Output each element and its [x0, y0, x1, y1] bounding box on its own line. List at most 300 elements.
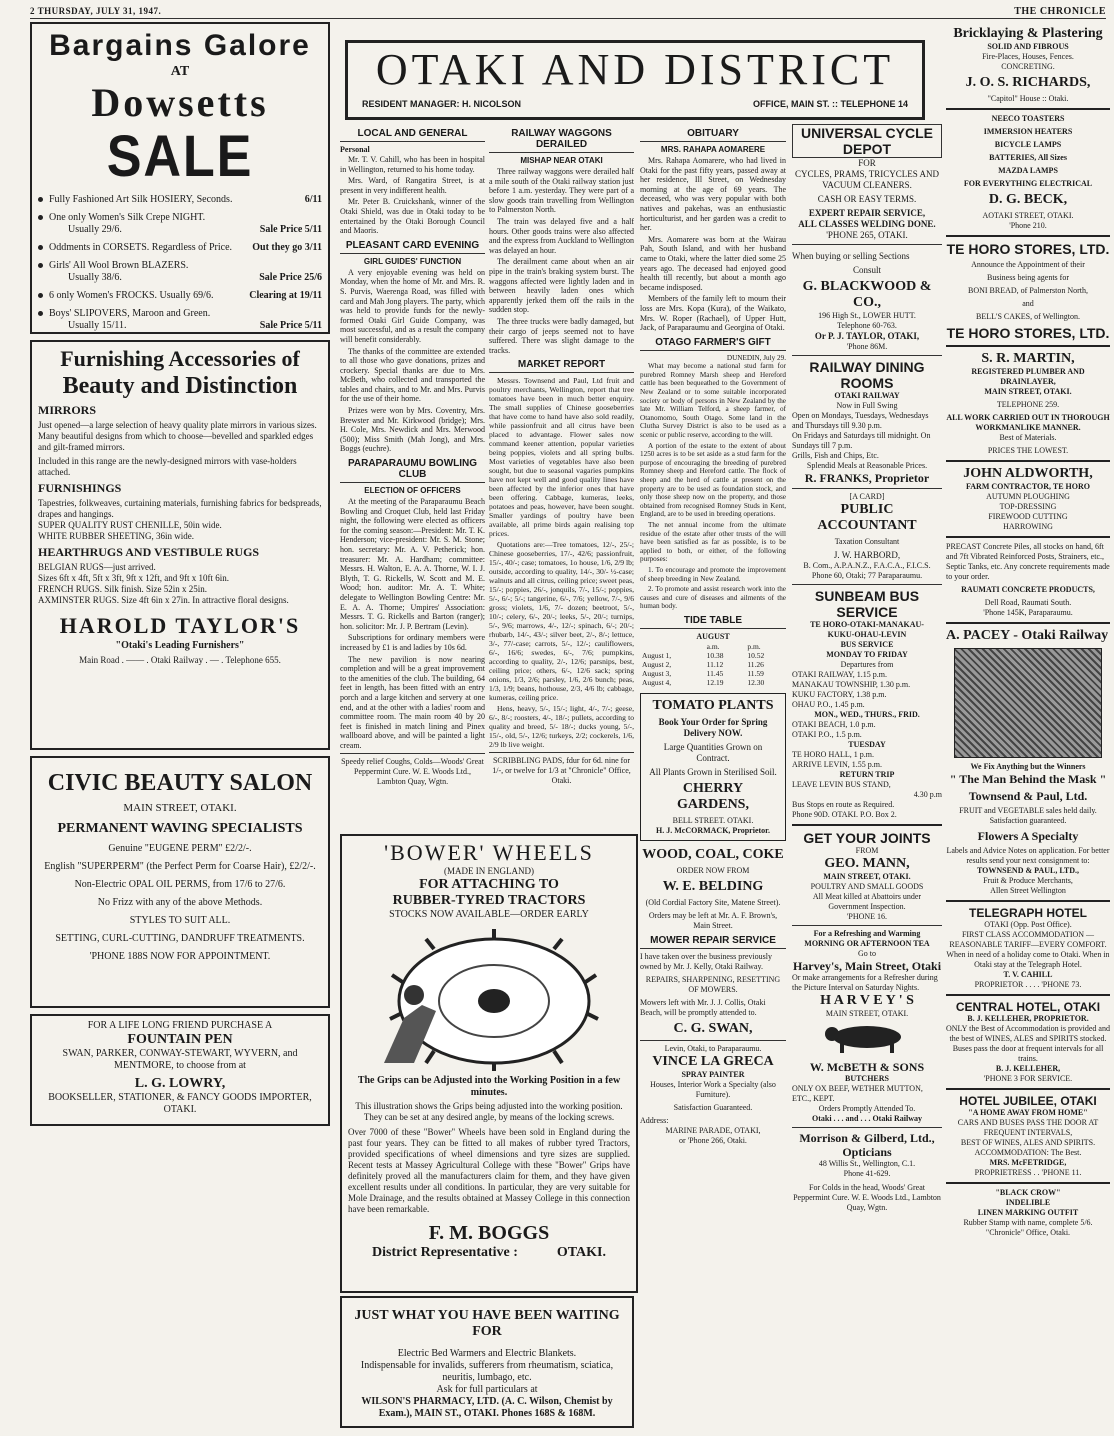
farmer-p3: The net annual income from the ultimate residue of the estate after other trusts of the will have been satisfied as far as possible, is to be applied to both, or either, of the following purposes:: [640, 520, 786, 564]
rugs-text-4: AXMINSTER RUGS. Size 4ft 6in x 27in. In attractive floral designs.: [38, 595, 289, 605]
beck-item: NEECO TOASTERS: [991, 114, 1065, 123]
tide-table-heading: TIDE TABLE: [640, 615, 786, 629]
card-evening-heading: PLEASANT CARD EVENING: [340, 240, 485, 254]
tide-row: [640, 678, 786, 687]
civic-address: MAIN STREET, OTAKI.: [123, 802, 237, 814]
resident-manager: RESIDENT MANAGER: H. NICOLSON: [362, 99, 522, 109]
leave-time: 4.30 p.m: [913, 790, 942, 799]
richards-address: "Capitol" House :: Otaki.: [987, 94, 1069, 103]
tide-cell: 10.52: [747, 650, 765, 660]
jubilee-line-6: PROPRIETRESS . . 'PHONE 11.: [974, 1168, 1082, 1177]
folio-right: THE CHRONICLE: [1014, 6, 1106, 17]
stamp-line-5: "Chronicle" Office, Otaki.: [985, 1228, 1071, 1237]
harvey-name: Harvey's, Main Street, Otaki: [792, 959, 942, 973]
mann-from: FROM: [855, 846, 879, 855]
sale-item-price: Out they go 3/11: [252, 242, 322, 253]
railway-story: [489, 167, 634, 355]
jubilee-line-1: "A HOME AWAY FROM HOME": [968, 1108, 1088, 1117]
card-evening-subheading: GIRL GUIDES' FUNCTION: [363, 256, 462, 266]
telegraph-line-2: FIRST CLASS ACCOMMODATION —REASONABLE TARIFF—EVERY COMFORT.: [949, 930, 1107, 949]
dining-rooms-heading: RAILWAY DINING ROOMS: [809, 359, 925, 391]
greca-line-1: Houses, Interior Work a Specialty (also Furniture).: [650, 1079, 776, 1099]
sale-item: [38, 260, 322, 284]
aldworth-line-5: HARROWING: [1003, 522, 1053, 531]
bullet-icon: [38, 263, 43, 268]
district-rep-line: [342, 1245, 636, 1261]
sunbeam-departures: Departures from: [840, 660, 894, 669]
stocks-available: STOCKS NOW AVAILABLE—ORDER EARLY: [389, 909, 589, 920]
boggs-town: OTAKI.: [556, 1245, 606, 1260]
card-evening-p3: Prizes were won by Mrs. Coventry, Mrs. Brewster and Mr. Kirkwood (bridge); Mrs. H. Cole, Mrs. Newdick and Mrs. Merwood (500); Miss Smith (Mah Jong), and Mrs. Boggs (euchre).: [340, 406, 485, 454]
sale-heading: SALE: [106, 124, 254, 189]
blackwood-name: G. BLACKWOOD & CO.,: [802, 279, 932, 310]
dowsetts-name: Dowsetts: [91, 80, 269, 125]
morrison-heading: Morrison & Gilberd, Ltd.,: [799, 1131, 935, 1145]
sunbeam-heading: SUNBEAM BUS SERVICE: [814, 588, 920, 620]
market-story: [489, 376, 634, 749]
rugs-text-3: FRENCH RUGS. Silk finish. Size 52in x 25in.: [38, 584, 208, 594]
bus-time: MANAKAU TOWNSHIP, 1.30 p.m.: [792, 680, 911, 689]
townsend-top: We Fix Anything but the Winners: [970, 762, 1086, 771]
bus-time: OTAKI P.O., 1.5 p.m.: [792, 730, 862, 739]
sale-item-price: Sale Price 5/11: [259, 224, 322, 235]
lowry-ad: [30, 1014, 330, 1126]
bus-time: ARRIVE LEVIN, 1.55 p.m.: [792, 760, 882, 769]
morrison-phone: Phone 41-629.: [843, 1169, 891, 1178]
mcbeth-line-2: Orders Promptly Attended To.: [818, 1104, 916, 1113]
bus-time: OTAKI RAILWAY, 1.15 p.m.: [792, 670, 887, 679]
sale-item-text: Boys' SLIPOVERS, Maroon and Green.: [38, 308, 210, 320]
tehoro-line-2: Business being agents for: [987, 273, 1069, 282]
sale-item-usually: Usually 15/11.: [68, 320, 127, 331]
bowling-story: [340, 497, 485, 750]
beck-item: IMMERSION HEATERS: [983, 127, 1073, 136]
belding-site: (Old Cordial Factory Site, Matene Street).: [645, 897, 781, 907]
aldworth-line-2: AUTUMN PLOUGHING: [986, 492, 1070, 501]
sale-item-text: Girls' All Wool Brown BLAZERS.: [38, 260, 188, 272]
man-behind-mask: " The Man Behind the Mask ": [949, 772, 1107, 786]
furnishings-text-2: SUPER QUALITY RUST CHENILLE, 50in wide.: [38, 520, 222, 530]
sunbeam-days-2: MON., WED., THURS., FRID.: [814, 710, 920, 719]
dining-hours-2: On Fridays and Saturdays till midnight. On Sundays till 7 p.m.: [792, 431, 931, 450]
farmer-p1: What may become a national stud farm for purebred Romney Marsh sheep and Hereford cattle has been bequeathed to the Government of New Zealand or to some suitable incorporated society or body of persons in New Zealand by the late Mr. William Telford, a sheep farmer, of Otanomomo, South Otago. Some land in the Clutha Survey District is also to be used as a scenic or public reserve, according to the will.: [640, 362, 786, 440]
wilsons-line-1: Electric Bed Warmers and Electric Blankets.: [397, 1348, 577, 1359]
townsend-line-5: Allen Street Wellington: [990, 886, 1066, 895]
obituary-p3: Members of the family left to mourn their loss are Mrs. Kopa (Kura), of the Waikato, Mrs. W. Roper (Rachael), of Upper Hutt, Jack, of Paraparaumu and Georgina of Otaki.: [640, 294, 786, 333]
tide-cell: August 4,: [642, 677, 672, 687]
mcbeth-line-3: Otaki . . . and . . . Otaki Railway: [811, 1114, 922, 1123]
bower-description: Over 7000 of these "Bower" Wheels have been sold in England during the past four years. They can be fitted to all makes of rubber tyred Tractors, provided specifications of wheel dimensions and tyre sizes are supplied. Recent tests at Massey Agricultural College with these "Bower" Grips have definitely proved all the manufacturers claim for them, and they have given excellent results under all conditions. In particular, they are very suitable for Mole Drainage, and the results obtained at Massey College in this connection have been remarkable.: [348, 1127, 630, 1214]
mcbeth-line-1: ONLY OX BEEF, WETHER MUTTON, ETC., KEPT.: [792, 1084, 923, 1103]
bus-time: TE HORO HALL, 1 p.m.: [792, 750, 874, 759]
telegraph-line-5: PROPRIETOR . . . . 'PHONE 73.: [974, 980, 1082, 989]
harbord-qualifications: B. Com., A.P.A.N.Z., F.A.C.A., F.I.C.S.: [803, 561, 931, 570]
market-report-heading: MARKET REPORT: [489, 359, 634, 373]
mirrors-heading: MIRRORS: [38, 403, 97, 417]
harvey-picture-interval: Or make arrangements for a Refresher during the Picture Interval on Saturday Nights.: [792, 973, 938, 992]
obituary-p2: Mrs. Aomarere was born at the Wairau Pah, South Island, and with her husband came to Otaki, where the latter died some 25 years ago. The deceased had enjoyed good health till recently, but about a month ago became indisposed.: [640, 234, 786, 292]
sale-item-row: [38, 242, 322, 254]
bullet-icon: [38, 293, 43, 298]
lowry-address: BOOKSELLER, STATIONER, & FANCY GOODS IMPORTER, OTAKI.: [48, 1092, 312, 1115]
greca-address-2: or 'Phone 266, Otaki.: [679, 1135, 747, 1145]
sunbeam-route-1: TE HORO-OTAKI-MANAKAU-: [810, 620, 924, 629]
morrison-address: 48 Willis St., Wellington, C.1.: [818, 1159, 916, 1168]
dining-location: OTAKI RAILWAY: [834, 391, 900, 400]
civic-line-6: SETTING, CURL-CUTTING, DANDRUFF TREATMENTS.: [55, 933, 305, 944]
sale-item-row: [38, 290, 322, 302]
tomato-heading: TOMATO PLANTS: [652, 697, 774, 713]
accountant-heading: PUBLIC ACCOUNTANT: [817, 502, 917, 533]
bargains-heading: Bargains Galore: [49, 29, 311, 62]
farmer-gift-heading: OTAGO FARMER'S GIFT: [640, 337, 786, 351]
central-heading: CENTRAL HOTEL, OTAKI: [955, 1000, 1101, 1014]
obituary-subheading: MRS. RAHAPA AOMARERE: [660, 145, 766, 154]
boggs-name: F. M. BOGGS: [428, 1222, 550, 1244]
blackwood-phone: 'Phone 86M.: [846, 342, 888, 351]
sale-item-price: Sale Price 25/6: [259, 272, 322, 283]
market-p3: Hens, heavy, 5/-, 15/-; light, 4/-, 7/-; geese, 6/-, 8/-; roosters, 4/-, 18/-; pullets, according to quality and breed, 5/- 18/-; ducks young, 5/-, 15/-, old, 5/-, 12/6; turkeys, 2/2; cockerels, 1/6, 2/9 lb live weight.: [489, 704, 634, 750]
bricklaying-heading: Bricklaying & Plastering: [953, 26, 1103, 41]
civic-line-7: 'PHONE 188S NOW FOR APPOINTMENT.: [89, 951, 271, 962]
civic-beauty-ad: [30, 756, 330, 1008]
sale-item-usually: Usually 38/6.: [68, 272, 122, 283]
obituary-column: [640, 124, 786, 1432]
swan-name: C. G. SWAN,: [673, 1020, 753, 1036]
bus-time: KUKU FACTORY, 1.38 p.m.: [792, 690, 887, 699]
railway-p1: Three railway waggons were derailed half a mile south of the Otaki railway station just before 1 a.m. yesterday. They were part of a slow goods train travelling from Wellington to Palmerston North.: [489, 167, 634, 215]
lowry-line-1: FOR A LIFE LONG FRIEND PURCHASE A: [87, 1020, 273, 1031]
tomato-line-3: All Plants Grown in Sterilised Soil.: [649, 766, 777, 777]
solid-fibrous: SOLID AND FIBROUS: [987, 42, 1069, 51]
sale-item-usually: Usually 29/6.: [68, 224, 122, 235]
railway-subheading: MISHAP NEAR OTAKI: [520, 156, 603, 165]
tide-pm-header: p.m.: [747, 641, 761, 651]
mirrors-text: Just opened—a large selection of heavy quality plate mirrors in various sizes. Many beautiful designs from which to choose—bevelled and sparkled edges and gilt-framed mirrors.: [38, 420, 317, 452]
railway-p4: The three trucks were badly damaged, but their cargo of jeeps seemed not to have suffered. There was slight damage to the tracks.: [489, 316, 634, 355]
farmer-dateline: DUNEDIN, July 29.: [726, 353, 786, 362]
tehoro-line-3: BONI BREAD, of Palmerston North,: [968, 286, 1088, 295]
market-p1: Messrs. Townsend and Paul, Ltd fruit and poultry merchants, Wellington, report that tree tomatoes have been in much better enquiry. The small supplies of Chinese gooseberries that have come to hand have also sold readily, while passionfruit and all citrus have been placed to advantage. Flower sales now command keener attention, popular varieties being poppies, violets and all spring bulbs. Most varieties of vegetables have also been sought, but due to seasonal vagaries pumpkins have not kept well and good quality lines have been affected by the inferior ones that have been offering. Cabbage, kumeras, leeks, potatoes and peas, however, have been sought. Smaller yardings of poultry have been available, all prime birds again realising top prices.: [489, 376, 634, 539]
richards-line-1: Fire-Places, Houses, Fences.: [982, 52, 1074, 61]
sale-item: [38, 242, 322, 254]
railway-p3: The derailment came about when an air pipe in the train's braking system burst. The waggons affected were lightly laden and in between heavily laden ones which apparently jerked them off the rails in the sudden stop.: [489, 257, 634, 315]
aldworth-line-3: TOP-DRESSING: [999, 502, 1057, 511]
wilsons-line-3: Ask for full particulars at: [436, 1384, 538, 1395]
jubilee-line-5: MRS. McFETRIDGE,: [989, 1158, 1067, 1167]
harveys-big: H A R V E Y ' S: [820, 993, 914, 1008]
cycle-depot-ad: [792, 124, 942, 241]
bullet-icon: [38, 215, 43, 220]
franks-name: R. FRANKS, Proprietor: [804, 471, 930, 485]
joints-heading: GET YOUR JOINTS: [803, 830, 931, 846]
butchers-label: BUTCHERS: [844, 1074, 889, 1083]
beck-item: FOR EVERYTHING ELECTRICAL: [963, 179, 1093, 188]
tractor-wheel-illustration: [344, 923, 634, 1073]
card-evening-story: [340, 268, 485, 454]
farmer-p4: 1. To encourage and promote the improvement of sheep breeding in New Zealand.: [640, 565, 786, 583]
personal-item-3: Mr. Peter B. Cruickshank, winner of the Otaki Shield, was due in Otaki today to be entertained by the Otaki Borough Council and Maoris.: [340, 197, 485, 236]
tide-cell: 12.19: [706, 677, 724, 687]
at-label: AT: [170, 64, 190, 79]
beck-item: MAZDA LAMPS: [998, 166, 1058, 175]
townsend-line-3: TOWNSEND & PAUL, LTD.,: [976, 866, 1080, 875]
harvey-top: For a Refreshing and Warming: [813, 929, 921, 938]
grips-caption: The Grips can be Adjusted into the Working Position in a few minutes.: [357, 1075, 621, 1098]
furnishings-text-3: WHITE RUBBER SHEETING, 36in wide.: [38, 531, 194, 541]
civic-line-5: STYLES TO SUIT ALL.: [129, 915, 231, 926]
made-in-england: (MADE IN ENGLAND): [444, 866, 534, 876]
sunbeam-times-3: [792, 750, 942, 770]
beck-phone: 'Phone 210.: [1009, 221, 1047, 230]
belding-name: W. E. BELDING: [662, 878, 764, 894]
sale-item-row: [38, 212, 322, 224]
taxation-consultant: Taxation Consultant: [834, 537, 900, 546]
martin-line-4: Best of Materials.: [999, 433, 1057, 442]
jubilee-line-2: CARS AND BUSES PASS THE DOOR AT FREQUENT INTERVALS,: [957, 1118, 1099, 1137]
sunbeam-phone: Phone 90D. OTAKI. P.O. Box 2.: [792, 810, 897, 819]
sale-item-row: [38, 308, 322, 320]
tide-row: [640, 669, 786, 678]
bullet-icon: [38, 245, 43, 250]
bower-wheels-ad: [340, 834, 638, 1293]
townsend-line-1: FRUIT and VEGETABLE sales held daily. Satisfaction guaranteed.: [959, 806, 1097, 825]
beauty-heading: Beauty and Distinction: [62, 373, 298, 399]
personal-item-1: Mr. T. V. Cahill, who has been in hospital in Wellington, returned to his home today.: [340, 155, 485, 174]
beck-name: D. G. BECK,: [988, 192, 1068, 207]
sale-item-price: Sale Price 5/11: [259, 320, 322, 331]
card-evening-p1: A very enjoyable evening was held on Monday, when the home of Mr. and Mrs. R. S. Purvis, Waerenga Road, was filled with card and Mah Jong players. The party, which was held to provide funds for the newly-formed Otaki Girl Guide Company, was most successful, and as a result the company will benefit considerably.: [340, 267, 485, 344]
dining-status: Now in Full Swing: [836, 401, 898, 410]
cherry-gardens-name: CHERRY GARDENS,: [677, 780, 749, 812]
tide-cell: 12.30: [747, 677, 765, 687]
greca-address-1: MARINE PARADE, OTAKI,: [665, 1125, 761, 1135]
wilsons-heading: JUST WHAT YOU HAVE BEEN WAITING FOR: [354, 1308, 620, 1339]
tide-cell: August 2,: [642, 659, 672, 669]
blackwood-line-1: When buying or selling Sections: [792, 251, 910, 261]
bowling-club-heading: PARAPARAUMU BOWLING CLUB: [340, 458, 485, 483]
furnishings-heading: FURNISHINGS: [38, 481, 122, 495]
greca-area: Levin, Otaki, to Paraparaumu.: [664, 1043, 762, 1053]
sunbeam-times-2: [792, 720, 942, 740]
townsend-line-2: Labels and Advice Notes on application. For better results send your next consignment to:: [946, 846, 1110, 865]
rugs-heading: HEARTHRUGS AND VESTIBULE RUGS: [38, 545, 260, 559]
tomato-plants-ad: [640, 693, 786, 841]
rugs-text: BELGIAN RUGS—just arrived.: [38, 562, 156, 572]
sale-item-price: 6/11: [304, 194, 322, 205]
tide-row: [640, 660, 786, 669]
sale-items-list: [38, 194, 322, 334]
beck-item: BATTERIES, All Sizes: [989, 153, 1067, 162]
stamp-line-1: "BLACK CROW": [995, 1188, 1061, 1197]
bowling-p3: The new pavilion is now nearing completion and will be a great improvement to the amenities of the club. The building, 64 feet in length, has been fitted with an entry porch and a large kitchen and servery at one end, and at the other with a ladies' room and committee room. The main room 40 by 20 feet is finished in match lining and Pinex wallboard above, and will be painted a light cream.: [340, 654, 485, 750]
harvey-top-2: MORNING OR AFTERNOON TEA: [804, 939, 930, 948]
card-evening-p2: The thanks of the committee are extended to all those who gave donations, prizes and crockery. Special thanks are due to Mrs. McBeth, who collected and transported the tables and chairs, and to Mr. and Mrs. Purvis for the use of their home.: [340, 346, 485, 404]
jubilee-heading: HOTEL JUBILEE, OTAKI: [959, 1094, 1097, 1108]
masthead-subline: [348, 99, 922, 109]
jubilee-line-4: ACCOMMODATION: The Best.: [974, 1148, 1082, 1157]
district-representative-label: District Representative :: [372, 1245, 518, 1260]
telegraph-heading: TELEGRAPH HOTEL: [968, 906, 1087, 920]
bower-heading: 'BOWER' WHEELS: [384, 840, 594, 865]
sale-item-text: One only Women's Silk Crepe NIGHT.: [38, 212, 205, 224]
greca-line-2: Satisfaction Guaranteed.: [673, 1102, 753, 1112]
dowsetts-ad: [30, 22, 330, 334]
personal-news: [340, 145, 485, 236]
sunbeam-route-2: KUKU-OHAU-LEVIN: [827, 630, 907, 639]
martin-name: S. R. MARTIN,: [981, 351, 1075, 366]
raumati-address: Dell Road, Raumati South.: [984, 598, 1072, 607]
aldworth-line-4: FIREWOOD CUTTING: [988, 512, 1068, 521]
bowling-p1: At the meeting of the Paraparaumu Beach Bowling and Croquet Club, held last Friday night, the following were elected as officers for the coming season:—President: Mr. T. K. Henderson; vice-president: Mr. S. M. Stone; hon. secretary: Mr. A. V. Petherick; hon. treasurer: Mr. A. Hardham; committee: Messrs. H. Walton, E. A. A. Thorne, W. I. J. Blyth, T. G. Rickells, W. Scott and M. E. Wood; hon. auditor: Mr. A. T. White; delegate to Wellington Bowling Centre: Mr. E. A. A. Thorne; Umpires' Association: Messrs. T. G. Rickells and Barton (ranger); hon. solicitor: Mr. J. P. Bertram (Levin).: [340, 497, 485, 631]
masthead-title: OTAKI AND DISTRICT: [375, 45, 895, 94]
wilsons-pharmacy-ad: [340, 1296, 634, 1428]
sunbeam-days-3: TUESDAY: [848, 740, 886, 749]
farmer-p5: 2. To promote and assist research work into the causes and cure of diseases and ailments of the human body.: [640, 585, 786, 611]
obituary-story: [640, 156, 786, 333]
page-folio: [30, 4, 1106, 19]
sunbeam-service: BUS SERVICE: [840, 640, 894, 649]
central-line-2: Buses pass the door at frequent intervals for all trains.: [952, 1044, 1104, 1063]
cycle-line-2: CYCLES, PRAMS, TRICYCLES AND VACUUM CLEANERS.: [794, 169, 940, 190]
farmer-p2: A portion of the estate to the extent of about 1250 acres is to be set aside as a stud farm for the purpose of encouraging the breeding of purebred Romney sheep and Hereford cattle. The flock of sheep and the herd of cattle at present on the property are to be used as foundation stock, and only those sheep now on the property, and those obtained from recognised Romney Studs in Kent, England, are to be used in breeding operations.: [640, 441, 786, 519]
blackwood-consult: Consult: [852, 265, 881, 275]
dining-meals: Splendid Meals at Reasonable Prices.: [806, 461, 928, 470]
richards-name: J. O. S. RICHARDS,: [965, 75, 1091, 90]
mower-p3: Mowers left with Mr. J. J. Collis, Otaki Beach, will be promptly attended to.: [640, 997, 766, 1017]
stamp-line-2: INDELIBLE: [1005, 1198, 1051, 1207]
raumati-text: PRECAST Concrete Piles, all stocks on hand, 6ft and 7ft Vibrated Reinforced Posts, Strainers, etc., Septic Tanks, etc. Any concrete requirements made to your order.: [946, 542, 1110, 581]
lowry-name: L. G. LOWRY,: [134, 1076, 226, 1091]
tide-row: [640, 651, 786, 660]
railway-p2: The train was delayed five and a half hours. Other goods trains were also affected and the express from Auckland to Wellington was delayed an hour.: [489, 216, 634, 255]
greca-role: SPRAY PAINTER: [681, 1069, 745, 1079]
wood-order-now: ORDER NOW FROM: [676, 865, 750, 875]
return-trip: RETURN TRIP: [839, 770, 895, 779]
flowers-specialty: Flowers A Specialty: [977, 829, 1079, 843]
greca-address-label: Address:: [640, 1115, 669, 1125]
sale-item: [38, 194, 322, 206]
civic-line-2: English "SUPERPERM" (the Perfect Perm for Coarse Hair), £2/2/-.: [44, 861, 316, 872]
mann-poultry: POULTRY AND SMALL GOODS: [810, 882, 924, 891]
railway-heading: RAILWAY WAGGONS DERAILED: [489, 128, 634, 153]
martin-line-1: REGISTERED PLUMBER AND DRAINLAYER,: [971, 367, 1085, 386]
wilsons-address: WILSON'S PHARMACY, LTD. (A. C. Wilson, Chemist by Exam.), MAIN ST., OTAKI. Phones 168S & 168M.: [361, 1396, 613, 1419]
central-line-4: 'PHONE 3 FOR SERVICE.: [983, 1074, 1073, 1083]
for-attaching: FOR ATTACHING TO: [419, 877, 559, 892]
civic-heading: CIVIC BEAUTY SALON: [47, 770, 313, 796]
central-proprietor: B. J. KELLEHER, PROPRIETOR.: [967, 1014, 1089, 1023]
tide-cell: August 3,: [642, 668, 672, 678]
tehoro-and: and: [1022, 299, 1034, 308]
mower-p2: REPAIRS, SHARPENING, RESETTING OF MOWERS.: [645, 974, 781, 994]
blackwood-address: 196 High St., LOWER HUTT.: [818, 311, 916, 320]
cherry-gardens-address: BELL STREET. OTAKI.: [672, 815, 754, 825]
bullet-icon: [38, 197, 43, 202]
tide-cell: 11.59: [747, 668, 764, 678]
central-line-3: B. J. KELLEHER,: [995, 1064, 1061, 1073]
beck-items: [946, 114, 1110, 189]
tehoro-line-4: BELL'S CAKES, of Wellington.: [976, 312, 1080, 321]
raumati-phone: 'Phone 145K, Paraparaumu.: [983, 608, 1073, 617]
wilsons-line-2: Indispensable for invalids, sufferers from rheumatism, sciatica, neuritis, lumbago, etc.: [360, 1360, 614, 1383]
civic-line-4: No Frizz with any of the above Methods.: [97, 897, 263, 908]
stamp-line-4: Rubber Stamp with name, complete 5/6.: [963, 1218, 1093, 1227]
taylor-footer: Main Road . —— . Otaki Railway . — . Telephone 655.: [79, 655, 281, 665]
tide-cell: 11.26: [747, 659, 764, 669]
left-ads-column: [30, 22, 330, 1432]
jubilee-line-3: BEST OF WINES, ALES AND SPIRITS.: [960, 1138, 1096, 1147]
mower-p1: I have taken over the business previously owned by Mr. J. Kelly, Otaki Railway.: [640, 951, 772, 971]
civic-line-1: Genuine "EUGENE PERM" £2/2/-.: [108, 843, 252, 854]
obituary-p1: Mrs. Rahapa Aomarere, who had lived in Otaki for the past fifty years, passed away at her residence, Ill Street, on Wednesday morning at the age of 69 years. The deceased, who was very popular with both natives and pakehas, was an enthusiastic horticulturist, and her garden was a credit to her.: [640, 156, 786, 233]
mirrors-text-2: Included in this range are the newly-designed mirrors with vase-holders attached.: [38, 456, 297, 477]
sunbeam-days: MONDAY TO FRIDAY: [826, 650, 908, 659]
tehoro-line-1: Announce the Appointment of their: [971, 260, 1085, 269]
cycle-line-1: FOR: [858, 158, 876, 168]
tehoro-heading: TE HORO STORES, LTD.: [946, 241, 1110, 257]
right-ads-column: [946, 26, 1110, 1432]
aldworth-name: JOHN ALDWORTH,: [963, 466, 1093, 481]
cycle-line-3: CASH OR EASY TERMS.: [817, 194, 917, 204]
sale-item: [38, 212, 322, 236]
harbord-phone: Phone 60, Otaki; 77 Paraparaumu.: [811, 571, 923, 580]
rubber-tyred-tractors: RUBBER-TYRED TRACTORS: [392, 893, 586, 908]
tide-am-header: a.m.: [706, 641, 720, 651]
furnishings-text: Tapestries, folkweaves, curtaining materials, furnishing fabrics for bedspreads, drapes and hangings.: [38, 498, 322, 519]
cycle-line-6: 'PHONE 265, OTAKI.: [826, 230, 908, 240]
sale-item-row-2: [38, 272, 322, 284]
telegraph-line-4: T. V. CAHILL: [1003, 970, 1053, 979]
beck-address: AOTAKI STREET, OTAKI.: [982, 211, 1074, 220]
furnishing-heading: Furnishing Accessories of: [60, 346, 300, 371]
fountain-pen-heading: FOUNTAIN PEN: [127, 1032, 233, 1047]
services-column: [792, 124, 942, 1432]
tide-cell: 11.12: [706, 659, 724, 669]
obituary-heading: OBITUARY: [640, 128, 786, 142]
martin-line-2: MAIN STREET, OTAKI.: [984, 387, 1072, 396]
leave-levin: LEAVE LEVIN BUS STAND,: [792, 780, 891, 789]
townsend-line-4: Fruit & Produce Merchants,: [983, 876, 1073, 885]
sale-item: [38, 308, 322, 332]
stamp-line-3: LINEN MARKING OUTFIT: [977, 1208, 1079, 1217]
sale-item-row: [38, 260, 322, 272]
martin-phone: TELEPHONE 259.: [996, 400, 1060, 409]
tide-month: AUGUST: [696, 631, 730, 641]
sale-item-row-2: [38, 320, 322, 332]
wood-coal-heading: WOOD, COAL, COKE: [642, 846, 784, 862]
sale-item-price: Clearing at 19/11: [249, 290, 322, 301]
cherry-gardens-proprietor: H. J. McCORMACK, Proprietor.: [656, 825, 770, 835]
dining-menu: Grills, Fish and Chips, Etc.: [792, 451, 879, 460]
richards-line-2: CONCRETING.: [1001, 62, 1055, 71]
sunbeam-times-1: [792, 670, 942, 710]
blackwood-telephone: Telephone 60-763.: [837, 321, 897, 330]
tide-cell: 11.45: [706, 668, 724, 678]
woods-cure-notice: Speedy relief Coughs, Colds—Woods' Great Peppermint Cure. W. E. Woods Ltd., Lambton Quay, Wgtn.: [341, 757, 484, 787]
harvey-go-to: Go to: [858, 949, 876, 958]
sale-item: [38, 290, 322, 302]
folio-left: 2 THURSDAY, JULY 31, 1947.: [30, 6, 162, 16]
scribbling-pads-notice: SCRIBBLING PADS, fdur for 6d. nine for 1/-, or twelve for 1/3 at "Chronicle" Office, Otaki.: [492, 756, 631, 786]
civic-line-3: Non-Electric OPAL OIL PERMS, from 17/6 to 27/6.: [74, 879, 286, 890]
taylor-name: HAROLD TAYLOR'S: [59, 613, 301, 638]
pacey-illustration: [954, 648, 1102, 758]
bowling-subheading: ELECTION OF OFFICERS: [364, 486, 461, 496]
mann-address: MAIN STREET, OTAKI.: [823, 872, 911, 881]
personal-item-2: Mrs. Ward, of Rangatira Street, is at present in very indifferent health.: [340, 176, 485, 195]
market-p2: Quotations are:—Tree tomatoes, 12/-, 25/-; Chinese gooseberries, 17/-, 42/6; passionfruit, 15/-, 40/-; case; tomatoes, 1o house, 1/6, 2/9 lb; outside, according to quality, 14/-, 30/- ½-case; walnuts and all citrus, ceiling price; sweet peas, 15/-; poppies, 26/-, jonquils, 7/-, 15/-; poppies, 5/-, 6/-; 5/-; tangerine, 6/-, 7/6; yellow, 7/-, 9/6 gross; violets, 1/6, 7/- dozen; beetroot, 5/-, 10/-; celery, 6/-, 20/-; leeks, 5/-, 20/-; turnips, 5/-, 9/6; marrows, 4/-, 12/-; spinach, 6/-; 20/-; rhubarb, 14/-, 43/-; silver beet, 2/-, 8/-; lettuce, 3/-, 77/-case; carrots, 5/-, 12/-; cauliflowers, 6/-, 16/6; swedes, 6/-, 7/6; pumpkins, according to quality, 2/-, 12/6; parsnips, best, ceiling price; others, 6/-, 12/6 sack; spring onions, 1/3, 2/6; parsley, 1/6, 2/6 bunch; peas, 1/3, 1/9; beans, hothouse, 2/3, 4/6 lb; cabbage, kumeras, ceiling price.: [489, 540, 634, 703]
